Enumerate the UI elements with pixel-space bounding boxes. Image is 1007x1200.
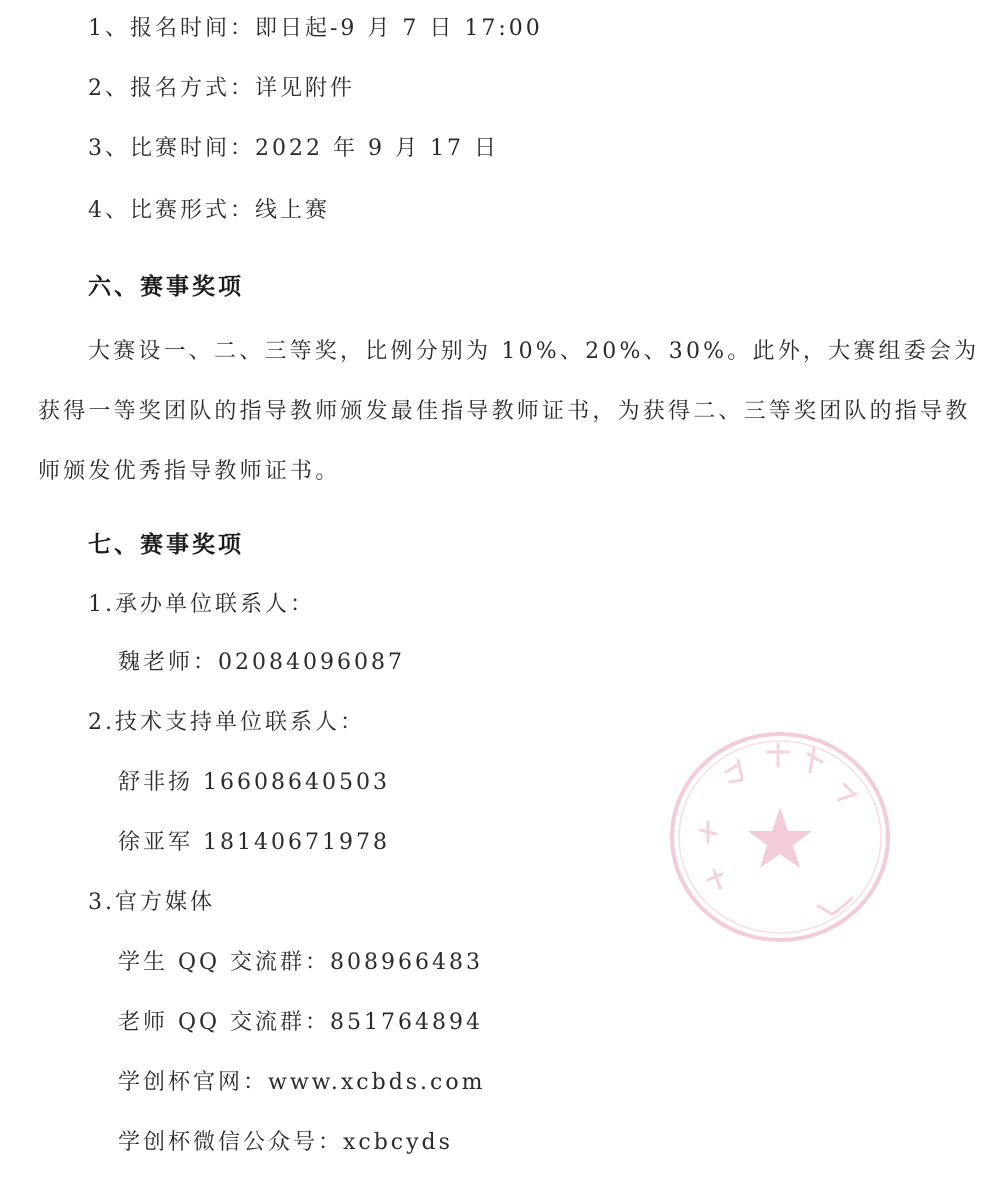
star-icon xyxy=(748,808,812,868)
awards-paragraph: 大赛设一、二、三等奖，比例分别为 10%、20%、30%。此外，大赛组委会为获得一等奖团队的指导教师颁发最佳指导教师证书，为获得二、三等奖团队的指导教师颁发优秀指导教师证书。 xyxy=(38,339,980,484)
organizer-contact: 魏老师：02084096087 xyxy=(118,650,405,675)
official-media-label: 3.官方媒体 xyxy=(88,890,215,915)
tech-support-label: 2.技术支持单位联系人： xyxy=(88,710,365,735)
official-website: 学创杯官网：www.xcbds.com xyxy=(118,1070,486,1095)
section-6-heading: 六、赛事奖项 xyxy=(88,274,244,300)
official-seal xyxy=(668,730,892,945)
registration-method: 2、报名方式：详见附件 xyxy=(88,76,355,101)
registration-time: 1、报名时间：即日起-9 月 7 日 17:00 xyxy=(88,16,543,41)
wechat-account: 学创杯微信公众号：xcbcyds xyxy=(118,1130,453,1155)
tech-contact-2: 徐亚军 18140671978 xyxy=(118,830,390,855)
tech-contact-1: 舒非扬 16608640503 xyxy=(118,770,390,795)
competition-date: 3、比赛时间：2022 年 9 月 17 日 xyxy=(88,136,499,161)
teacher-qq-group: 老师 QQ 交流群：851764894 xyxy=(118,1010,484,1035)
competition-format: 4、比赛形式：线上赛 xyxy=(88,198,330,223)
student-qq-group: 学生 QQ 交流群：808966483 xyxy=(118,950,484,975)
organizer-contact-label: 1.承办单位联系人： xyxy=(88,592,315,617)
section-7-heading: 七、赛事奖项 xyxy=(88,532,244,558)
